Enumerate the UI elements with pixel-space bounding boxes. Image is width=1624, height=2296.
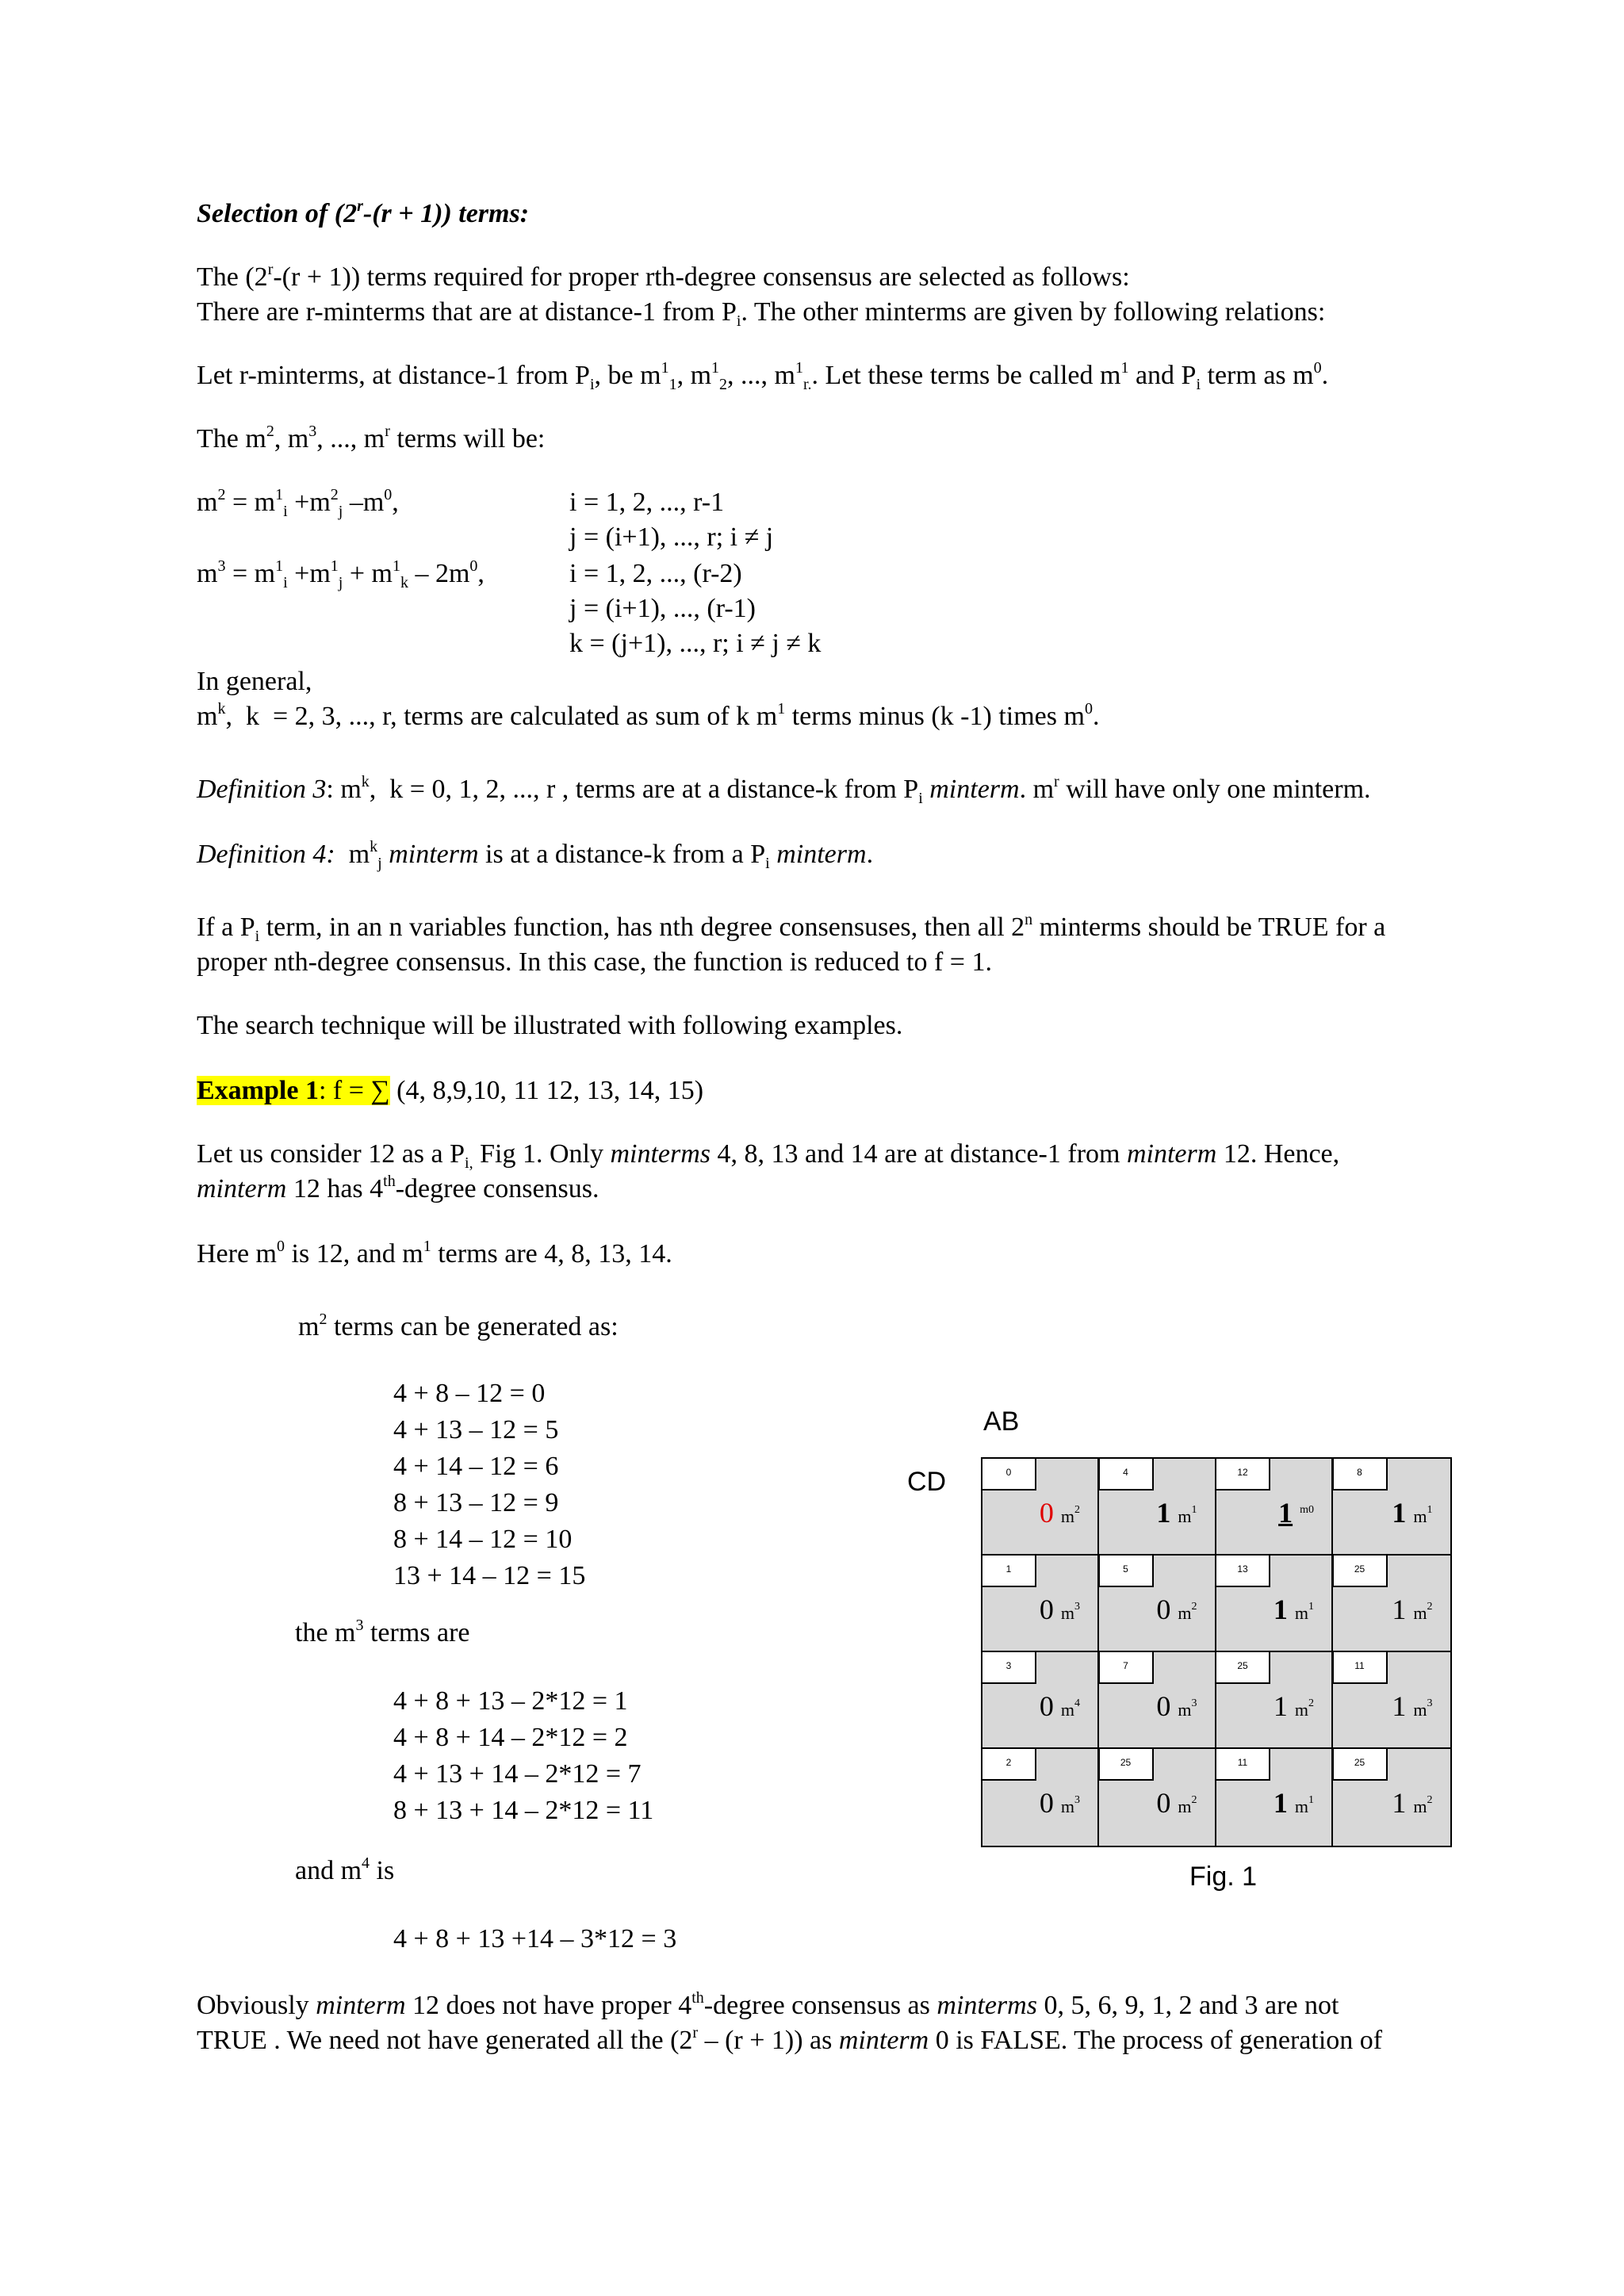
equation-m2-cond2: j = (i+1), ..., r; i ≠ j [569, 522, 774, 552]
kmap-cell-index: 1 [981, 1554, 1036, 1587]
kmap-cell-digit: 0 [1156, 1594, 1171, 1625]
m2-equation: 4 + 14 – 12 = 6 [393, 1452, 559, 1481]
kmap-cell-value [1156, 1787, 1197, 1823]
kmap-cell-index: 4 [1098, 1457, 1154, 1490]
example-1 [197, 1073, 703, 1108]
kmap-cell-index: 13 [1215, 1554, 1270, 1587]
equation-m2-cond1: i = 1, 2, ..., r-1 [569, 488, 725, 517]
kmap-cell-value [1392, 1594, 1432, 1629]
kmap-cell-index: 25 [1332, 1747, 1388, 1781]
kmap-cell-superscript: 3 [1074, 1601, 1080, 1613]
kmap-cell-index: 7 [1098, 1651, 1154, 1684]
kmap-cell-digit: 0 [1156, 1787, 1171, 1819]
paragraph-2: Let r-minterms, at distance-1 from $P_i$, be $m^1_1$, $m^1_2$, ..., $m^1_{r.}$. Let these terms be called $m^1$ and $P_i$ term as $m^0$. [197, 359, 1329, 393]
kmap-cell-index: 11 [1332, 1651, 1388, 1684]
kmap-cell-superscript: 2 [1074, 1504, 1080, 1516]
kmap-cell [1216, 1652, 1333, 1749]
kmap-cell-value [1040, 1497, 1080, 1533]
kmap-cell-term: m [1060, 1797, 1074, 1816]
section-heading: Selection of $(2^r-(r + 1))$ terms: [197, 197, 530, 228]
m4-intro: and $m^4$ is [295, 1854, 395, 1885]
kmap-cell [1100, 1749, 1216, 1846]
kmap-cell-term: m [1294, 1603, 1308, 1623]
kmap-cell-term: m [1413, 1797, 1427, 1816]
kmap-cell-value [1156, 1497, 1197, 1533]
equation-m3-cond1: i = 1, 2, ..., (r-2) [569, 559, 742, 588]
kmap-cell-value [1392, 1690, 1432, 1726]
kmap-cell-term: m [1413, 1603, 1427, 1623]
kmap-cell [1334, 1749, 1450, 1846]
kmap-cell-digit: 1 [1278, 1497, 1293, 1529]
m2-equation: 4 + 13 – 12 = 5 [393, 1415, 559, 1445]
m2-equation: 4 + 8 – 12 = 0 [393, 1379, 546, 1408]
kmap-cell-superscript: 2 [1191, 1794, 1197, 1806]
equation-m3-cond3: k = (j+1), ..., r; i ≠ j ≠ k [569, 629, 822, 658]
m2-equation: 8 + 13 – 12 = 9 [393, 1488, 559, 1517]
definition-4: Definition 4: $m^k_j$ minterm is at a distance-k from a $P_i$ minterm. [197, 838, 874, 872]
kmap-cell-digit: 0 [1039, 1497, 1054, 1529]
kmap-cell-index: 12 [1215, 1457, 1270, 1490]
m3-equation: 4 + 8 + 14 – 2*12 = 2 [393, 1723, 628, 1752]
kmap-cell-index: 11 [1215, 1747, 1270, 1781]
kmap-cell-term: m [1060, 1700, 1074, 1720]
kmap-cell-digit: 1 [1392, 1497, 1407, 1529]
general-1: In general, [197, 667, 312, 696]
example-1-function: : f = ∑ [318, 1076, 390, 1105]
equation-m3-cond2: j = (i+1), ..., (r-1) [569, 594, 756, 623]
karnaugh-map [981, 1457, 1452, 1847]
kmap-cell-superscript: 4 [1074, 1697, 1080, 1709]
kmap-cell-value [1040, 1690, 1080, 1726]
kmap-cell-index: 8 [1332, 1457, 1388, 1490]
figure-caption: Fig. 1 [1189, 1862, 1258, 1892]
kmap-cell-digit: 1 [1273, 1787, 1288, 1819]
kmap-cd-label: CD [907, 1467, 947, 1497]
paragraph-7: Here $m^0$ is 12, and $m^1$ terms are 4, 8, 13, 14. [197, 1238, 672, 1269]
kmap-cell [1216, 1556, 1333, 1652]
kmap-cell-term: m [1413, 1506, 1427, 1526]
kmap-cell-superscript: 1 [1191, 1504, 1197, 1516]
kmap-cell-digit: 1 [1392, 1787, 1407, 1819]
kmap-cell-index: 3 [981, 1651, 1036, 1684]
kmap-cell [1216, 1749, 1333, 1846]
kmap-cell-digit: 0 [1039, 1787, 1054, 1819]
kmap-cell-digit: 1 [1392, 1594, 1407, 1625]
kmap-cell-digit: 0 [1156, 1690, 1171, 1722]
kmap-cell-superscript: 2 [1308, 1697, 1314, 1709]
m3-equation: 8 + 13 + 14 – 2*12 = 11 [393, 1796, 654, 1825]
kmap-cell-term: m [1060, 1603, 1074, 1623]
kmap-cell-index: 0 [981, 1457, 1036, 1490]
kmap-cell-superscript: 1 [1308, 1601, 1314, 1613]
m3-equation: 4 + 13 + 14 – 2*12 = 7 [393, 1759, 642, 1789]
kmap-ab-label: AB [983, 1406, 1020, 1437]
kmap-cell-value [1274, 1594, 1314, 1629]
paragraph-1b: There are r-minterms that are at distance-1 from $P_i$. The other minterms are given by following relations: [197, 297, 1326, 330]
kmap-cell-term: m [1178, 1700, 1192, 1720]
paragraph-8b: TRUE . We need not have generated all the (2$^r$ – (r + 1)) as minterm 0 is FALSE. The process of generation of [197, 2024, 1383, 2055]
kmap-cell [1100, 1556, 1216, 1652]
kmap-cell [1334, 1652, 1450, 1749]
kmap-cell-superscript: 3 [1427, 1697, 1433, 1709]
kmap-cell [1216, 1459, 1333, 1556]
m2-equation: 8 + 14 – 12 = 10 [393, 1525, 573, 1554]
paragraph-8a: Obviously minterm 12 does not have proper 4th-degree consensus as minterms 0, 5, 6, 9, 1, 2 and 3 are not [197, 1989, 1339, 2020]
kmap-cell-digit: 1 [1156, 1497, 1171, 1529]
paragraph-6b: minterm 12 has 4th-degree consensus. [197, 1173, 599, 1203]
paragraph-6a: Let us consider 12 as a $P_{i,}$ Fig 1. Only minterms 4, 8, 13 and 14 are at distance-1 from minterm 12. Hence, [197, 1139, 1340, 1172]
kmap-cell-superscript: 2 [1191, 1601, 1197, 1613]
kmap-cell-index: 2 [981, 1747, 1036, 1781]
equation-m2: $m^2 = m^1_i +m^2_j$ $-m^0$, [197, 486, 399, 520]
paragraph-4b: proper nth-degree consensus. In this case, the function is reduced to f = 1. [197, 947, 992, 977]
kmap-cell-term: m [1294, 1797, 1308, 1816]
kmap-cell-index: 5 [1098, 1554, 1154, 1587]
m3-intro: the $m^3$ terms are [295, 1617, 470, 1647]
kmap-cell [982, 1459, 1099, 1556]
kmap-cell-digit: 1 [1392, 1690, 1407, 1722]
example-1-label: Example 1 [197, 1076, 319, 1105]
kmap-cell-value [1040, 1594, 1080, 1629]
kmap-cell-value [1156, 1594, 1197, 1629]
kmap-cell-digit: 1 [1273, 1594, 1288, 1625]
kmap-cell-superscript: 3 [1191, 1697, 1197, 1709]
paragraph-5: The search technique will be illustrated with following examples. [197, 1011, 903, 1040]
kmap-cell-term: m [1060, 1506, 1074, 1526]
kmap-cell [982, 1556, 1099, 1652]
kmap-cell-superscript: 1 [1308, 1794, 1314, 1806]
kmap-cell [982, 1652, 1099, 1749]
kmap-cell-term: m [1178, 1603, 1192, 1623]
kmap-cell-term: m [1294, 1700, 1308, 1720]
kmap-cell [1334, 1556, 1450, 1652]
kmap-cell-digit: 0 [1039, 1594, 1054, 1625]
kmap-cell-value [1392, 1787, 1432, 1823]
kmap-cell [1100, 1652, 1216, 1749]
kmap-cell-value [1274, 1690, 1314, 1726]
equation-m3: $m^3 = m^1_i +m^1_j + m^1_k - 2m^0$, [197, 557, 485, 591]
kmap-cell-superscript: 2 [1427, 1601, 1433, 1613]
kmap-cell-index: 25 [1098, 1747, 1154, 1781]
kmap-cell [982, 1749, 1099, 1846]
kmap-cell-term: m [1178, 1797, 1192, 1816]
m2-intro: $m^2$ terms can be generated as: [298, 1311, 619, 1341]
paragraph-4a: If a $P_i$ term, in an n variables function, has nth degree consensuses, then all 2$^n$ minterms should be TRUE for a [197, 911, 1386, 945]
kmap-cell-superscript: m0 [1300, 1504, 1314, 1516]
kmap-cell-value [1040, 1787, 1080, 1823]
general-2: $m^k$, k = 2, 3, ..., r, terms are calculated as sum of k $m^1$ terms minus (k -1) times $m^0$. [197, 700, 1100, 731]
kmap-cell-term: m [1178, 1506, 1192, 1526]
kmap-cell [1334, 1459, 1450, 1556]
kmap-cell-term: m [1413, 1700, 1427, 1720]
kmap-cell-index: 25 [1332, 1554, 1388, 1587]
kmap-cell-index: 25 [1215, 1651, 1270, 1684]
kmap-cell-superscript: 1 [1427, 1504, 1433, 1516]
m3-equation: 4 + 8 + 13 – 2*12 = 1 [393, 1686, 628, 1716]
kmap-cell-value [1274, 1787, 1314, 1823]
kmap-cell-value [1392, 1497, 1432, 1533]
kmap-cell-value [1156, 1690, 1197, 1726]
kmap-cell [1100, 1459, 1216, 1556]
kmap-cell-digit: 1 [1273, 1690, 1288, 1722]
kmap-cell-value [1278, 1497, 1314, 1529]
example-1-terms: (4, 8,9,10, 11 12, 13, 14, 15) [389, 1076, 704, 1105]
m4-equation: 4 + 8 + 13 +14 – 3*12 = 3 [393, 1924, 677, 1954]
paragraph-1a: The $(2^r-(r + 1))$ terms required for proper rth-degree consensus are selected as follows: [197, 261, 1130, 292]
kmap-cell-digit: 0 [1039, 1690, 1054, 1722]
kmap-cell-superscript: 2 [1427, 1794, 1433, 1806]
definition-3: Definition 3: $m^k$, k = 0, 1, 2, ..., r , terms are at a distance-k from $P_i$ minterm. $m^r$ will have only one minterm. [197, 773, 1371, 807]
m2-equation: 13 + 14 – 12 = 15 [393, 1561, 586, 1590]
paragraph-3: The $m^2$, $m^3$, ..., $m^r$ terms will be: [197, 423, 546, 453]
kmap-cell-superscript: 3 [1074, 1794, 1080, 1806]
